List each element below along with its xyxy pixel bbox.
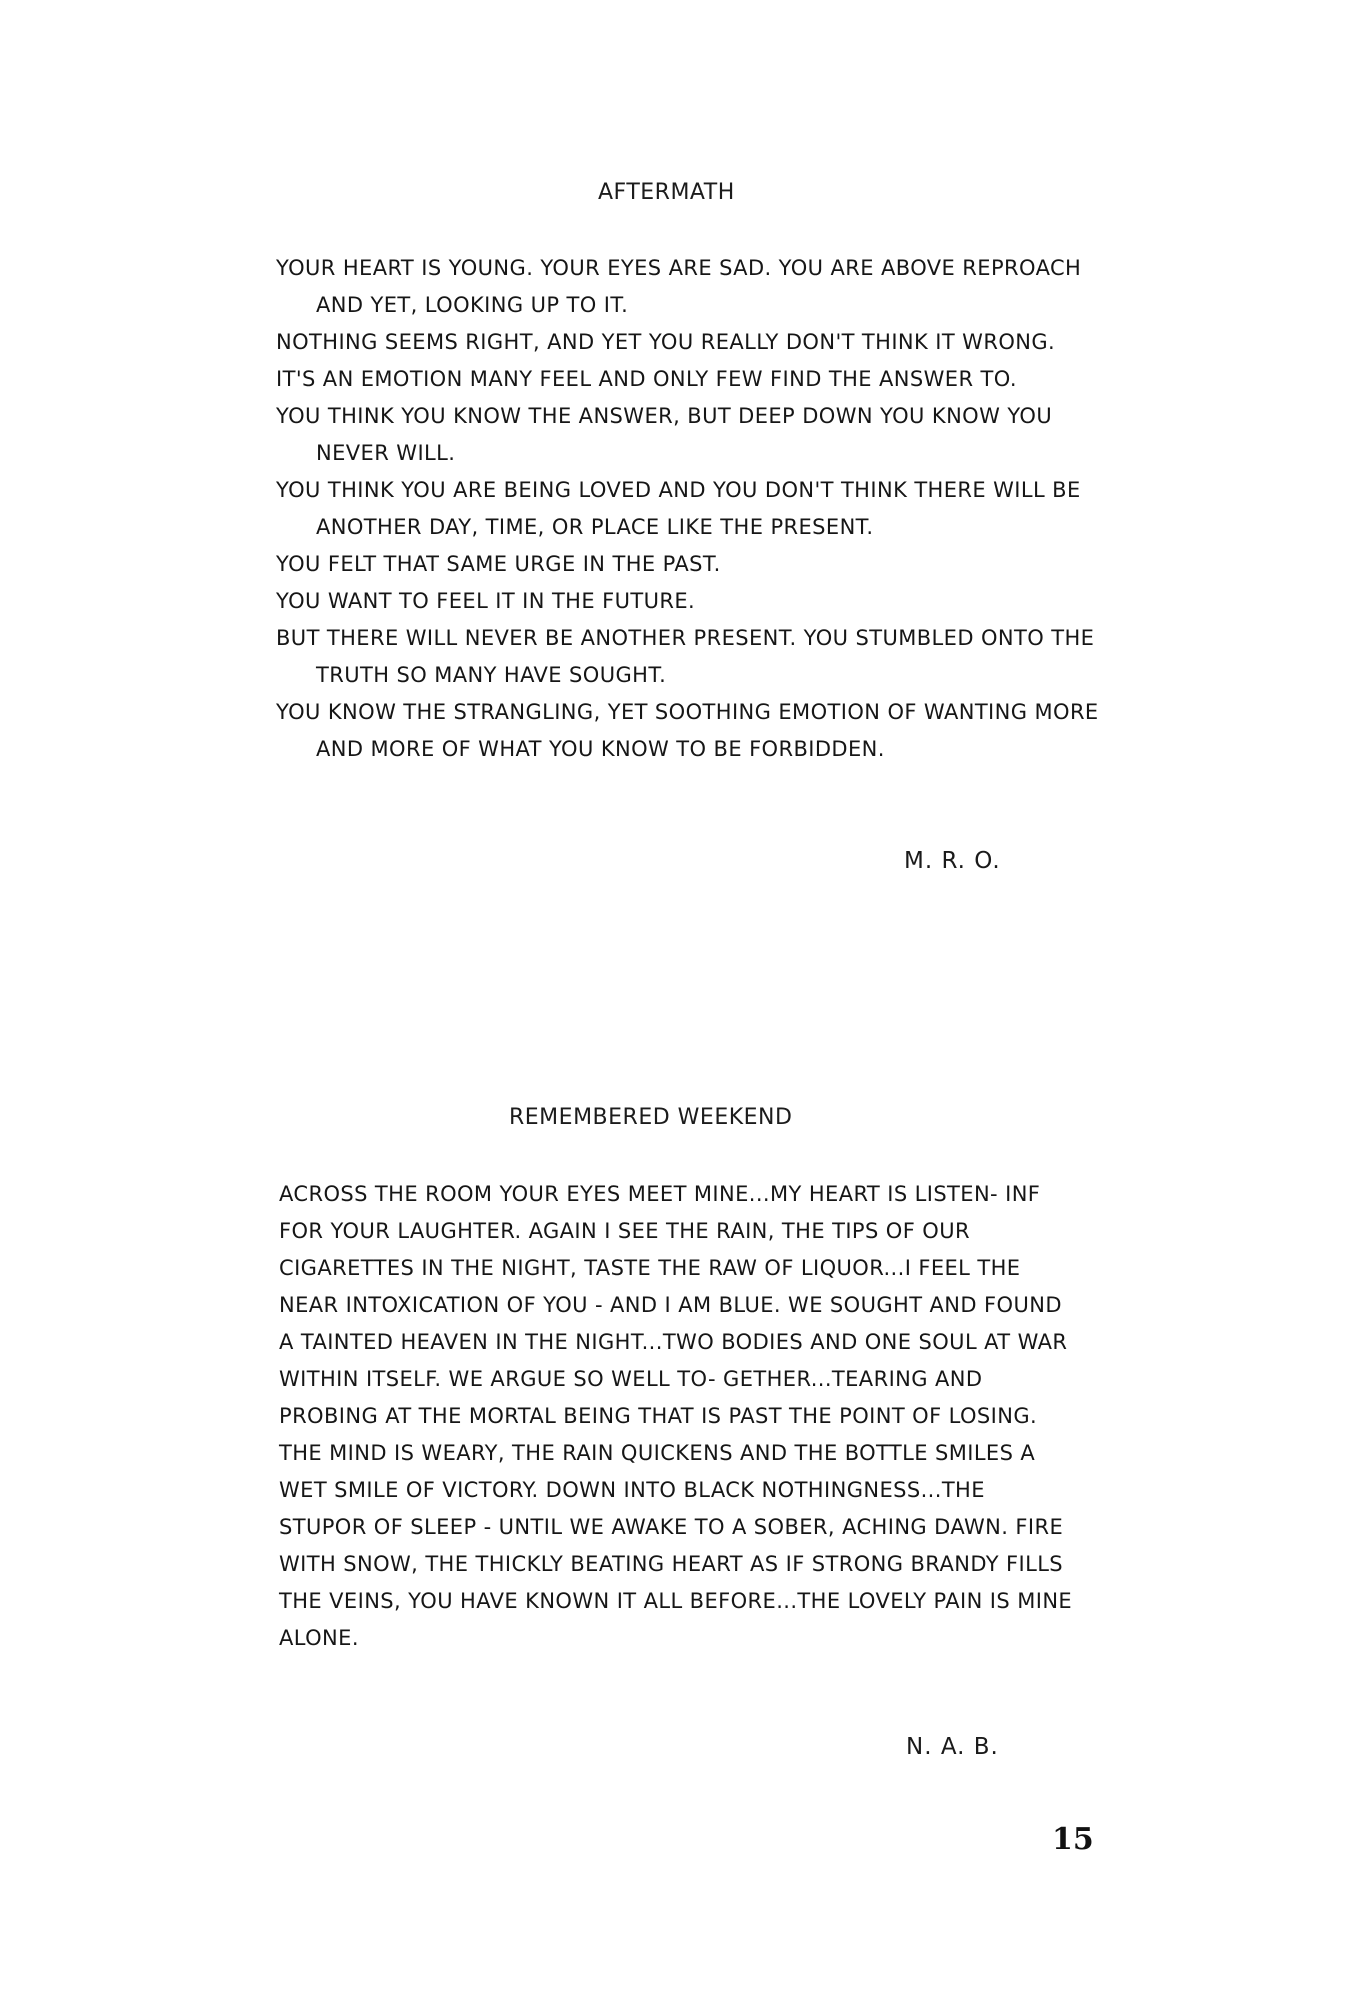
poem-title-remembered-weekend: REMEMBERED WEEKEND <box>509 1105 793 1130</box>
poem-line: YOU KNOW THE STRANGLING, YET SOOTHING EMOTION OF WANTING MORE AND MORE OF WHAT YOU KNOW TO BE FORBIDDEN. <box>276 700 1099 761</box>
poem-line: IT'S AN EMOTION MANY FEEL AND ONLY FEW FIND THE ANSWER TO. <box>276 367 1017 391</box>
poem-line: YOUR HEART IS YOUNG. YOUR EYES ARE SAD. YOU ARE ABOVE REPROACH AND YET, LOOKING UP TO IT. <box>276 256 1082 317</box>
poem-body-remembered-weekend: ACROSS THE ROOM YOUR EYES MEET MINE...MY HEART IS LISTEN- INF FOR YOUR LAUGHTER. AGAIN I SEE THE RAIN, THE TIPS OF OUR CIGARETTES IN THE NIGHT, TASTE THE RAW OF LIQUOR...I FEEL THE NEAR INTOXICATION OF YOU - AND I AM BLUE. WE SOUGHT AND FOUND A TAINTED HEAVEN IN THE NIGHT...TWO BODIES AND ONE SOUL AT WAR WITHIN ITSELF. WE ARGUE SO WELL TO- GETHER...TEARING AND PROBING AT THE MORTAL BEING THAT IS PAST THE POINT OF LOSING. THE MIND IS WEARY, THE RAIN QUICKENS AND THE BOTTLE SMILES A WET SMILE OF VICTORY. DOWN INTO BLACK NOTHINGNESS...THE STUPOR OF SLEEP - UNTIL WE AWAKE TO A SOBER, ACHING DAWN. FIRE WITH SNOW, THE THICKLY BEATING HEART AS IF STRONG BRANDY FILLS THE VEINS, YOU HAVE KNOWN IT ALL BEFORE...THE LOVELY PAIN IS MINE ALONE. <box>279 1182 1073 1650</box>
poem-line: YOU FELT THAT SAME URGE IN THE PAST. <box>276 552 721 576</box>
poem-line: YOU THINK YOU KNOW THE ANSWER, BUT DEEP DOWN YOU KNOW YOU NEVER WILL. <box>276 404 1053 465</box>
poem-author-initials: N. A. B. <box>906 1734 999 1760</box>
poem-author-initials: M. R. O. <box>904 848 1001 874</box>
poem-line: NOTHING SEEMS RIGHT, AND YET YOU REALLY DON'T THINK IT WRONG. <box>276 330 1056 354</box>
poem-line: BUT THERE WILL NEVER BE ANOTHER PRESENT. YOU STUMBLED ONTO THE TRUTH SO MANY HAVE SOUGHT. <box>276 626 1095 687</box>
poem-line: YOU THINK YOU ARE BEING LOVED AND YOU DON'T THINK THERE WILL BE ANOTHER DAY, TIME, OR PLACE LIKE THE PRESENT. <box>276 478 1081 539</box>
poem-line: YOU WANT TO FEEL IT IN THE FUTURE. <box>276 589 696 613</box>
poem-title-aftermath: AFTERMATH <box>598 180 735 205</box>
poem-body-aftermath <box>276 250 1126 768</box>
page-number: 15 <box>1052 1822 1094 1857</box>
